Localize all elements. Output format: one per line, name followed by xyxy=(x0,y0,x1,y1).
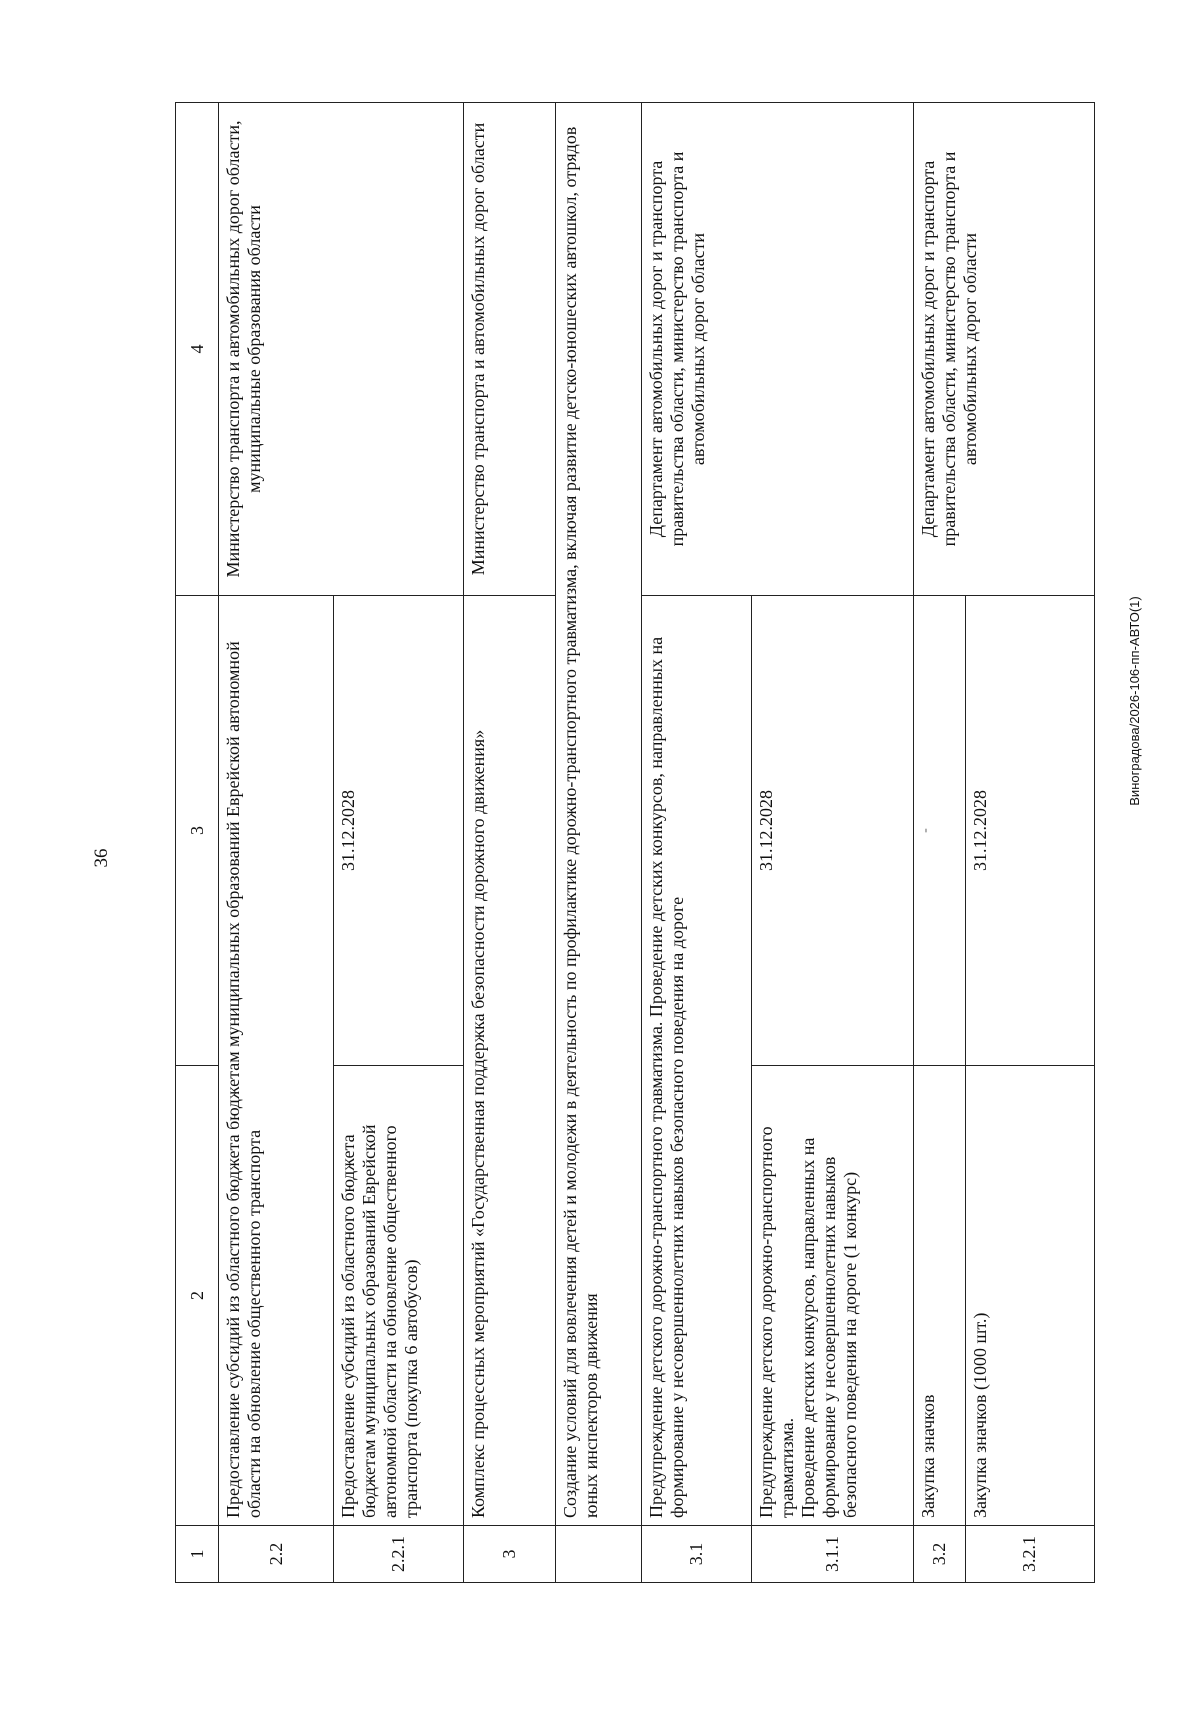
table-row xyxy=(463,103,556,1583)
row-date: 31.12.2028 xyxy=(965,596,1094,1066)
row-number: 3.1 xyxy=(642,1526,752,1583)
row-description: Предоставление субсидий из областного бюджета бюджетам муниципальных образований Еврейской автономной области на обновление общественного транспорта (покупка 6 автобусов) xyxy=(334,1066,463,1526)
row-description-line-1: Предупреждение детского дорожно-транспортного травматизма. xyxy=(756,1126,798,1518)
row-number: 3 xyxy=(463,1526,556,1583)
row-description: Предоставление субсидий из областного бюджета бюджетам муниципальных образований Еврейской автономной области на обновление общественного транспорта xyxy=(219,596,334,1526)
rotated-table-frame xyxy=(175,103,1095,1583)
col-header-4: 4 xyxy=(176,103,219,596)
table-header-row xyxy=(176,103,219,1583)
page-number: 36 xyxy=(91,848,112,868)
activities-table xyxy=(175,102,1095,1583)
footer-document-id: Виноградова/2026-106-пп-АВТО(1) xyxy=(1127,596,1142,806)
row-goal: Создание условий для вовлечения детей и молодежи в деятельность по профилактике дорожно-транспортного травматизма, включая развитие детско-юношеских автошкол, отрядов юных инспекторов движения xyxy=(556,103,642,1526)
row-responsible: Департамент автомобильных дорог и транспорта правительства области, министерство транспорта и автомобильных дорог области xyxy=(913,103,1094,596)
row-number: 2.2 xyxy=(219,1526,334,1583)
row-number: 2.2.1 xyxy=(334,1526,463,1583)
col-header-1: 1 xyxy=(176,1526,219,1583)
row-number-empty xyxy=(556,1526,642,1583)
row-responsible: Департамент автомобильных дорог и транспорта правительства области, министерство транспорта и автомобильных дорог области xyxy=(642,103,913,596)
row-description-line-2: Проведение детских конкурсов, направленных на формирование у несовершеннолетних навыков безопасного поведения на дороге (1 конкурс) xyxy=(798,1137,860,1518)
col-header-3: 3 xyxy=(176,596,219,1066)
row-date: 31.12.2028 xyxy=(752,596,914,1066)
row-description xyxy=(752,1066,914,1526)
row-responsible: Министерство транспорта и автомобильных дорог области, муниципальные образования области xyxy=(219,103,464,596)
col-header-2: 2 xyxy=(176,1066,219,1526)
row-description: Предупреждение детского дорожно-транспортного травматизма. Проведение детских конкурсов, направленных на формирование у несовершеннолетних навыков безопасного поведения на дороге xyxy=(642,596,752,1526)
row-date: 31.12.2028 xyxy=(334,596,463,1066)
row-number: 3.2.1 xyxy=(965,1526,1094,1583)
row-number: 3.2 xyxy=(913,1526,965,1583)
row-description: Комплекс процессных мероприятий «Государственная поддержка безопасности дорожного движения» xyxy=(463,596,556,1526)
row-description: Закупка значков xyxy=(913,1066,965,1526)
row-date: - xyxy=(913,596,965,1066)
row-number: 3.1.1 xyxy=(752,1526,914,1583)
table-row xyxy=(219,103,334,1583)
row-description: Закупка значков (1000 шт.) xyxy=(965,1066,1094,1526)
table-row xyxy=(642,103,752,1583)
row-responsible: Министерство транспорта и автомобильных дорог области xyxy=(463,103,556,596)
table-row xyxy=(556,103,642,1583)
table-row xyxy=(913,103,965,1583)
